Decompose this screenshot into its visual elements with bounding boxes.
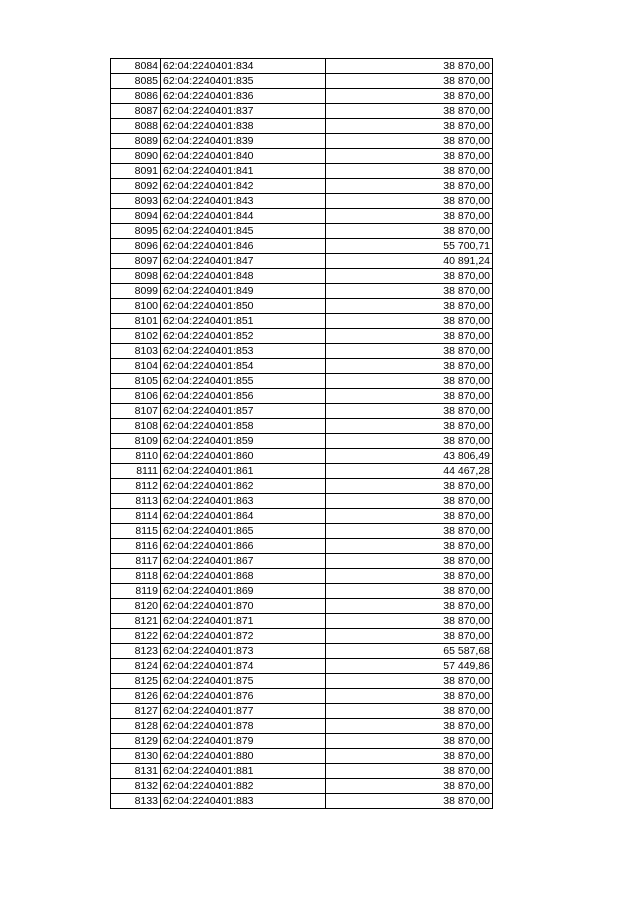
table-row xyxy=(111,524,493,539)
value-cell: 38 870,00 xyxy=(326,299,493,314)
value-cell: 57 449,86 xyxy=(326,659,493,674)
cadastral-number-cell: 62:04:2240401:853 xyxy=(161,344,326,359)
table-row xyxy=(111,494,493,509)
value-cell: 38 870,00 xyxy=(326,329,493,344)
row-number-cell: 8107 xyxy=(111,404,161,419)
table-row xyxy=(111,644,493,659)
row-number-cell: 8109 xyxy=(111,434,161,449)
value-cell: 38 870,00 xyxy=(326,374,493,389)
table-row xyxy=(111,389,493,404)
cadastral-number-cell: 62:04:2240401:871 xyxy=(161,614,326,629)
table-row xyxy=(111,164,493,179)
cadastral-number-cell: 62:04:2240401:839 xyxy=(161,134,326,149)
table-row xyxy=(111,704,493,719)
cadastral-number-cell: 62:04:2240401:869 xyxy=(161,584,326,599)
row-number-cell: 8089 xyxy=(111,134,161,149)
cadastral-number-cell: 62:04:2240401:882 xyxy=(161,779,326,794)
value-cell: 38 870,00 xyxy=(326,629,493,644)
row-number-cell: 8123 xyxy=(111,644,161,659)
row-number-cell: 8120 xyxy=(111,599,161,614)
value-cell: 38 870,00 xyxy=(326,359,493,374)
value-cell: 55 700,71 xyxy=(326,239,493,254)
table-row xyxy=(111,464,493,479)
value-cell: 38 870,00 xyxy=(326,749,493,764)
cadastral-number-cell: 62:04:2240401:863 xyxy=(161,494,326,509)
value-cell: 38 870,00 xyxy=(326,584,493,599)
cadastral-number-cell: 62:04:2240401:846 xyxy=(161,239,326,254)
row-number-cell: 8125 xyxy=(111,674,161,689)
table-row xyxy=(111,719,493,734)
row-number-cell: 8127 xyxy=(111,704,161,719)
row-number-cell: 8115 xyxy=(111,524,161,539)
cadastral-number-cell: 62:04:2240401:880 xyxy=(161,749,326,764)
table-body xyxy=(111,59,493,809)
row-number-cell: 8086 xyxy=(111,89,161,104)
value-cell: 38 870,00 xyxy=(326,479,493,494)
table-row xyxy=(111,419,493,434)
table-row xyxy=(111,794,493,809)
value-cell: 38 870,00 xyxy=(326,419,493,434)
cadastral-number-cell: 62:04:2240401:851 xyxy=(161,314,326,329)
table-row xyxy=(111,179,493,194)
row-number-cell: 8101 xyxy=(111,314,161,329)
cadastral-number-cell: 62:04:2240401:878 xyxy=(161,719,326,734)
cadastral-number-cell: 62:04:2240401:873 xyxy=(161,644,326,659)
cadastral-number-cell: 62:04:2240401:850 xyxy=(161,299,326,314)
cadastral-number-cell: 62:04:2240401:859 xyxy=(161,434,326,449)
row-number-cell: 8096 xyxy=(111,239,161,254)
table-row xyxy=(111,134,493,149)
value-cell: 38 870,00 xyxy=(326,134,493,149)
row-number-cell: 8106 xyxy=(111,389,161,404)
row-number-cell: 8105 xyxy=(111,374,161,389)
table-row xyxy=(111,629,493,644)
row-number-cell: 8090 xyxy=(111,149,161,164)
table-row xyxy=(111,284,493,299)
value-cell: 38 870,00 xyxy=(326,194,493,209)
row-number-cell: 8124 xyxy=(111,659,161,674)
table-row xyxy=(111,749,493,764)
value-cell: 38 870,00 xyxy=(326,794,493,809)
cadastral-number-cell: 62:04:2240401:836 xyxy=(161,89,326,104)
value-cell: 38 870,00 xyxy=(326,59,493,74)
row-number-cell: 8117 xyxy=(111,554,161,569)
row-number-cell: 8128 xyxy=(111,719,161,734)
value-cell: 38 870,00 xyxy=(326,779,493,794)
row-number-cell: 8131 xyxy=(111,764,161,779)
cadastral-number-cell: 62:04:2240401:867 xyxy=(161,554,326,569)
value-cell: 38 870,00 xyxy=(326,149,493,164)
value-cell: 38 870,00 xyxy=(326,569,493,584)
table-row xyxy=(111,209,493,224)
row-number-cell: 8111 xyxy=(111,464,161,479)
row-number-cell: 8095 xyxy=(111,224,161,239)
value-cell: 38 870,00 xyxy=(326,344,493,359)
table-row xyxy=(111,119,493,134)
row-number-cell: 8087 xyxy=(111,104,161,119)
row-number-cell: 8130 xyxy=(111,749,161,764)
cadastral-number-cell: 62:04:2240401:868 xyxy=(161,569,326,584)
row-number-cell: 8103 xyxy=(111,344,161,359)
cadastral-number-cell: 62:04:2240401:854 xyxy=(161,359,326,374)
row-number-cell: 8116 xyxy=(111,539,161,554)
value-cell: 38 870,00 xyxy=(326,614,493,629)
value-cell: 38 870,00 xyxy=(326,89,493,104)
table-row xyxy=(111,344,493,359)
cadastral-number-cell: 62:04:2240401:883 xyxy=(161,794,326,809)
value-cell: 38 870,00 xyxy=(326,674,493,689)
row-number-cell: 8085 xyxy=(111,74,161,89)
table-row xyxy=(111,674,493,689)
value-cell: 38 870,00 xyxy=(326,389,493,404)
row-number-cell: 8118 xyxy=(111,569,161,584)
value-cell: 38 870,00 xyxy=(326,209,493,224)
table-row xyxy=(111,149,493,164)
table-row xyxy=(111,374,493,389)
row-number-cell: 8094 xyxy=(111,209,161,224)
cadastral-value-table xyxy=(110,58,493,809)
row-number-cell: 8097 xyxy=(111,254,161,269)
cadastral-number-cell: 62:04:2240401:843 xyxy=(161,194,326,209)
cadastral-number-cell: 62:04:2240401:855 xyxy=(161,374,326,389)
value-cell: 38 870,00 xyxy=(326,224,493,239)
row-number-cell: 8112 xyxy=(111,479,161,494)
value-cell: 44 467,28 xyxy=(326,464,493,479)
table-row xyxy=(111,194,493,209)
value-cell: 38 870,00 xyxy=(326,764,493,779)
cadastral-number-cell: 62:04:2240401:862 xyxy=(161,479,326,494)
cadastral-number-cell: 62:04:2240401:864 xyxy=(161,509,326,524)
cadastral-number-cell: 62:04:2240401:879 xyxy=(161,734,326,749)
cadastral-number-cell: 62:04:2240401:841 xyxy=(161,164,326,179)
table-row xyxy=(111,449,493,464)
table-row xyxy=(111,569,493,584)
table-row xyxy=(111,269,493,284)
cadastral-number-cell: 62:04:2240401:837 xyxy=(161,104,326,119)
row-number-cell: 8092 xyxy=(111,179,161,194)
cadastral-number-cell: 62:04:2240401:840 xyxy=(161,149,326,164)
row-number-cell: 8099 xyxy=(111,284,161,299)
cadastral-number-cell: 62:04:2240401:874 xyxy=(161,659,326,674)
value-cell: 38 870,00 xyxy=(326,434,493,449)
value-cell: 38 870,00 xyxy=(326,284,493,299)
row-number-cell: 8126 xyxy=(111,689,161,704)
value-cell: 38 870,00 xyxy=(326,539,493,554)
value-cell: 38 870,00 xyxy=(326,524,493,539)
cadastral-number-cell: 62:04:2240401:852 xyxy=(161,329,326,344)
cadastral-number-cell: 62:04:2240401:857 xyxy=(161,404,326,419)
value-cell: 40 891,24 xyxy=(326,254,493,269)
cadastral-number-cell: 62:04:2240401:848 xyxy=(161,269,326,284)
table-row xyxy=(111,254,493,269)
cadastral-number-cell: 62:04:2240401:835 xyxy=(161,74,326,89)
table-row xyxy=(111,554,493,569)
cadastral-number-cell: 62:04:2240401:877 xyxy=(161,704,326,719)
row-number-cell: 8129 xyxy=(111,734,161,749)
row-number-cell: 8122 xyxy=(111,629,161,644)
table-row xyxy=(111,314,493,329)
value-cell: 38 870,00 xyxy=(326,719,493,734)
cadastral-number-cell: 62:04:2240401:842 xyxy=(161,179,326,194)
cadastral-number-cell: 62:04:2240401:849 xyxy=(161,284,326,299)
table-row xyxy=(111,239,493,254)
value-cell: 38 870,00 xyxy=(326,689,493,704)
cadastral-number-cell: 62:04:2240401:866 xyxy=(161,539,326,554)
table-row xyxy=(111,329,493,344)
table-row xyxy=(111,614,493,629)
table-row xyxy=(111,599,493,614)
cadastral-number-cell: 62:04:2240401:847 xyxy=(161,254,326,269)
document-page xyxy=(110,58,492,809)
row-number-cell: 8132 xyxy=(111,779,161,794)
value-cell: 38 870,00 xyxy=(326,179,493,194)
row-number-cell: 8110 xyxy=(111,449,161,464)
table-row xyxy=(111,479,493,494)
row-number-cell: 8084 xyxy=(111,59,161,74)
cadastral-number-cell: 62:04:2240401:870 xyxy=(161,599,326,614)
value-cell: 43 806,49 xyxy=(326,449,493,464)
table-row xyxy=(111,764,493,779)
table-row xyxy=(111,74,493,89)
table-row xyxy=(111,404,493,419)
row-number-cell: 8133 xyxy=(111,794,161,809)
table-row xyxy=(111,689,493,704)
row-number-cell: 8102 xyxy=(111,329,161,344)
table-row xyxy=(111,104,493,119)
row-number-cell: 8098 xyxy=(111,269,161,284)
row-number-cell: 8088 xyxy=(111,119,161,134)
row-number-cell: 8104 xyxy=(111,359,161,374)
row-number-cell: 8119 xyxy=(111,584,161,599)
cadastral-number-cell: 62:04:2240401:860 xyxy=(161,449,326,464)
cadastral-number-cell: 62:04:2240401:865 xyxy=(161,524,326,539)
value-cell: 38 870,00 xyxy=(326,494,493,509)
row-number-cell: 8100 xyxy=(111,299,161,314)
table-row xyxy=(111,509,493,524)
row-number-cell: 8114 xyxy=(111,509,161,524)
table-row xyxy=(111,584,493,599)
value-cell: 38 870,00 xyxy=(326,104,493,119)
table-row xyxy=(111,659,493,674)
value-cell: 38 870,00 xyxy=(326,314,493,329)
table-row xyxy=(111,734,493,749)
cadastral-number-cell: 62:04:2240401:838 xyxy=(161,119,326,134)
table-row xyxy=(111,59,493,74)
value-cell: 38 870,00 xyxy=(326,164,493,179)
value-cell: 38 870,00 xyxy=(326,704,493,719)
cadastral-number-cell: 62:04:2240401:876 xyxy=(161,689,326,704)
table-row xyxy=(111,359,493,374)
cadastral-number-cell: 62:04:2240401:834 xyxy=(161,59,326,74)
table-row xyxy=(111,539,493,554)
row-number-cell: 8113 xyxy=(111,494,161,509)
value-cell: 38 870,00 xyxy=(326,554,493,569)
value-cell: 38 870,00 xyxy=(326,509,493,524)
value-cell: 38 870,00 xyxy=(326,734,493,749)
table-row xyxy=(111,224,493,239)
value-cell: 65 587,68 xyxy=(326,644,493,659)
table-row xyxy=(111,434,493,449)
cadastral-number-cell: 62:04:2240401:875 xyxy=(161,674,326,689)
value-cell: 38 870,00 xyxy=(326,74,493,89)
row-number-cell: 8108 xyxy=(111,419,161,434)
value-cell: 38 870,00 xyxy=(326,404,493,419)
value-cell: 38 870,00 xyxy=(326,599,493,614)
cadastral-number-cell: 62:04:2240401:845 xyxy=(161,224,326,239)
cadastral-number-cell: 62:04:2240401:844 xyxy=(161,209,326,224)
cadastral-number-cell: 62:04:2240401:861 xyxy=(161,464,326,479)
row-number-cell: 8121 xyxy=(111,614,161,629)
table-row xyxy=(111,89,493,104)
table-row xyxy=(111,299,493,314)
row-number-cell: 8091 xyxy=(111,164,161,179)
cadastral-number-cell: 62:04:2240401:881 xyxy=(161,764,326,779)
row-number-cell: 8093 xyxy=(111,194,161,209)
cadastral-number-cell: 62:04:2240401:872 xyxy=(161,629,326,644)
cadastral-number-cell: 62:04:2240401:856 xyxy=(161,389,326,404)
table-row xyxy=(111,779,493,794)
value-cell: 38 870,00 xyxy=(326,119,493,134)
cadastral-number-cell: 62:04:2240401:858 xyxy=(161,419,326,434)
value-cell: 38 870,00 xyxy=(326,269,493,284)
